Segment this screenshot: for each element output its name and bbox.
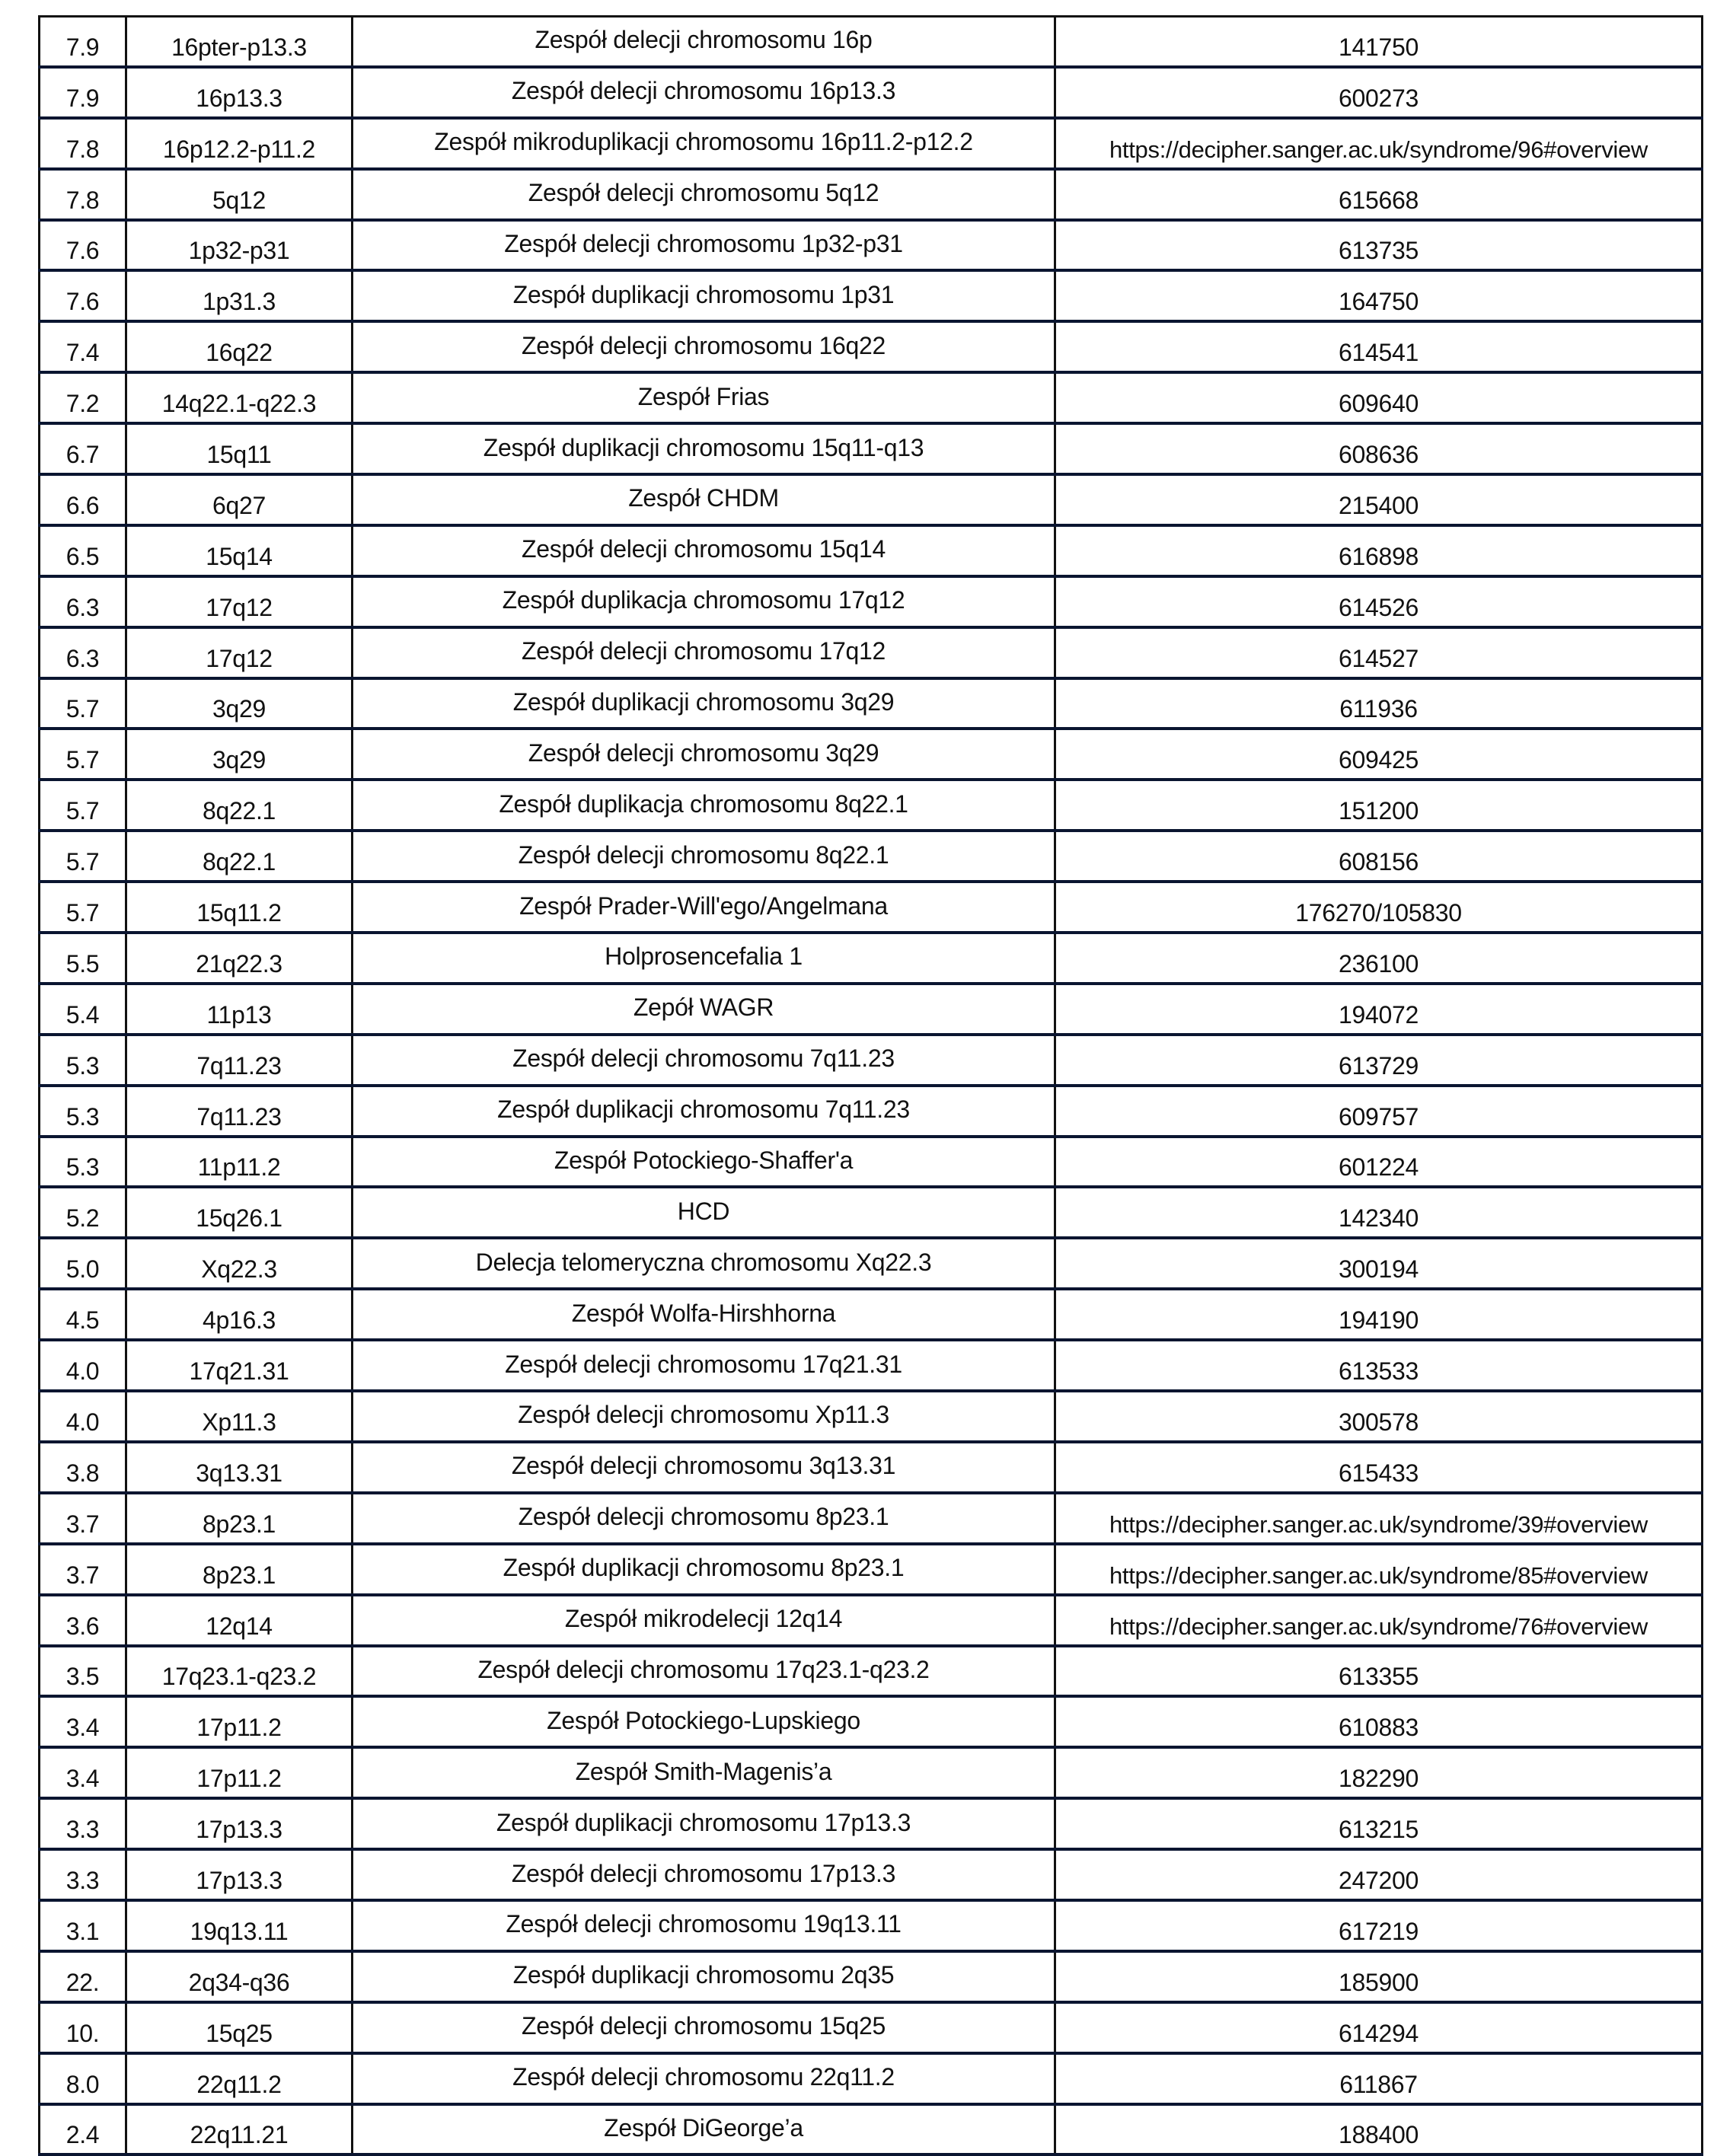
syndrome-cell: Zespół duplikacji chromosomu 3q29 <box>353 678 1055 729</box>
table-row <box>40 1238 1703 1289</box>
table-row <box>40 1289 1703 1340</box>
locus-cell: 16q22 <box>126 321 353 372</box>
score-cell: 5.7 <box>40 729 126 780</box>
syndrome-cell: Zespół duplikacji chromosomu 7q11.23 <box>353 1086 1055 1137</box>
locus-cell: 15q11.2 <box>126 882 353 933</box>
score-cell: 5.2 <box>40 1187 126 1238</box>
omim-cell: 611867 <box>1055 2053 1703 2104</box>
omim-cell: 610883 <box>1055 1696 1703 1747</box>
table-row <box>40 321 1703 372</box>
omim-cell: 613215 <box>1055 1798 1703 1849</box>
syndrome-cell: Zespół delecji chromosomu 1p32-p31 <box>353 220 1055 271</box>
omim-cell: 614541 <box>1055 321 1703 372</box>
locus-cell: 7q11.23 <box>126 1035 353 1086</box>
table-row <box>40 882 1703 933</box>
locus-cell: 3q13.31 <box>126 1442 353 1493</box>
omim-cell: 608636 <box>1055 423 1703 474</box>
score-cell: 10. <box>40 2002 126 2053</box>
score-cell: 3.6 <box>40 1595 126 1646</box>
score-cell: 5.7 <box>40 831 126 882</box>
omim-cell: 609425 <box>1055 729 1703 780</box>
table-row <box>40 1900 1703 1951</box>
table-row <box>40 2053 1703 2104</box>
locus-cell: 3q29 <box>126 729 353 780</box>
table-row <box>40 2104 1703 2155</box>
score-cell: 7.9 <box>40 67 126 118</box>
table-row <box>40 1137 1703 1188</box>
score-cell: 2.4 <box>40 2104 126 2155</box>
score-cell: 7.8 <box>40 169 126 220</box>
table-row <box>40 780 1703 831</box>
score-cell: 5.4 <box>40 984 126 1035</box>
locus-cell: 19q13.11 <box>126 1900 353 1951</box>
score-cell: 3.4 <box>40 1747 126 1798</box>
score-cell: 3.3 <box>40 1798 126 1849</box>
table-row <box>40 423 1703 474</box>
score-cell: 5.0 <box>40 1238 126 1289</box>
syndrome-cell: Zespół delecji chromosomu 5q12 <box>353 169 1055 220</box>
score-cell: 6.7 <box>40 423 126 474</box>
omim-cell: 141750 <box>1055 17 1703 67</box>
omim-cell: 176270/105830 <box>1055 882 1703 933</box>
syndrome-cell: Zespół mikroduplikacji chromosomu 16p11.2-p12.2 <box>353 118 1055 169</box>
locus-cell: 8q22.1 <box>126 780 353 831</box>
syndrome-cell: Zespół Smith-Magenis’a <box>353 1747 1055 1798</box>
table-row <box>40 1544 1703 1595</box>
table-row <box>40 678 1703 729</box>
syndrome-cell: Zespół CHDM <box>353 474 1055 525</box>
omim-cell: 601224 <box>1055 1137 1703 1188</box>
syndrome-cell: Zespół delecji chromosomu 17q21.31 <box>353 1340 1055 1391</box>
syndrome-cell: Zespół delecji chromosomu 19q13.11 <box>353 1900 1055 1951</box>
syndrome-cell: Zespół duplikacji chromosomu 17p13.3 <box>353 1798 1055 1849</box>
syndrome-cell: Delecja telomeryczna chromosomu Xq22.3 <box>353 1238 1055 1289</box>
locus-cell: Xq22.3 <box>126 1238 353 1289</box>
locus-cell: 15q25 <box>126 2002 353 2053</box>
table-row <box>40 17 1703 67</box>
syndrome-cell: Zespół delecji chromosomu 15q25 <box>353 2002 1055 2053</box>
score-cell: 7.6 <box>40 270 126 321</box>
omim-cell: 616898 <box>1055 525 1703 576</box>
locus-cell: 17p13.3 <box>126 1849 353 1900</box>
omim-cell: 182290 <box>1055 1747 1703 1798</box>
score-cell: 7.8 <box>40 118 126 169</box>
syndrome-cell: Zespół duplikacja chromosomu 8q22.1 <box>353 780 1055 831</box>
omim-cell: 151200 <box>1055 780 1703 831</box>
table-row <box>40 1391 1703 1442</box>
locus-cell: 11p11.2 <box>126 1137 353 1188</box>
omim-cell: 194072 <box>1055 984 1703 1035</box>
locus-cell: 15q14 <box>126 525 353 576</box>
locus-cell: 21q22.3 <box>126 933 353 984</box>
locus-cell: 17q12 <box>126 576 353 627</box>
omim-cell: https://decipher.sanger.ac.uk/syndrome/76#overview <box>1055 1595 1703 1646</box>
syndrome-cell: Zespół duplikacji chromosomu 8p23.1 <box>353 1544 1055 1595</box>
table-row <box>40 1595 1703 1646</box>
score-cell: 5.3 <box>40 1137 126 1188</box>
table-row <box>40 372 1703 423</box>
syndrome-cell: Zespół delecji chromosomu 22q11.2 <box>353 2053 1055 2104</box>
omim-cell: 615668 <box>1055 169 1703 220</box>
score-cell: 3.8 <box>40 1442 126 1493</box>
score-cell: 3.5 <box>40 1646 126 1697</box>
locus-cell: 17q12 <box>126 627 353 678</box>
omim-cell: 613735 <box>1055 220 1703 271</box>
omim-cell: 608156 <box>1055 831 1703 882</box>
syndrome-cell: Zespół delecji chromosomu 17q12 <box>353 627 1055 678</box>
locus-cell: 17q23.1-q23.2 <box>126 1646 353 1697</box>
omim-cell: https://decipher.sanger.ac.uk/syndrome/96#overview <box>1055 118 1703 169</box>
syndrome-cell: Zespół delecji chromosomu 16p13.3 <box>353 67 1055 118</box>
score-cell: 3.4 <box>40 1696 126 1747</box>
locus-cell: 7q11.23 <box>126 1086 353 1137</box>
table-row <box>40 1340 1703 1391</box>
omim-cell: 614294 <box>1055 2002 1703 2053</box>
syndrome-cell: Zespół duplikacja chromosomu 17q12 <box>353 576 1055 627</box>
syndrome-cell: Zespół DiGeorge’a <box>353 2104 1055 2155</box>
syndrome-cell: Zespół Prader-Will'ego/Angelmana <box>353 882 1055 933</box>
locus-cell: 6q27 <box>126 474 353 525</box>
omim-cell: 613729 <box>1055 1035 1703 1086</box>
table-row <box>40 67 1703 118</box>
score-cell: 5.7 <box>40 882 126 933</box>
omim-cell: 617219 <box>1055 1900 1703 1951</box>
table-row <box>40 1442 1703 1493</box>
score-cell: 22. <box>40 1951 126 2002</box>
omim-cell: 236100 <box>1055 933 1703 984</box>
syndrome-cell: Zespół delecji chromosomu 16q22 <box>353 321 1055 372</box>
omim-cell: 300578 <box>1055 1391 1703 1442</box>
score-cell: 7.6 <box>40 220 126 271</box>
locus-cell: 1p32-p31 <box>126 220 353 271</box>
score-cell: 6.6 <box>40 474 126 525</box>
syndrome-cell: Zespół duplikacji chromosomu 1p31 <box>353 270 1055 321</box>
syndrome-cell: Zespół delecji chromosomu 3q29 <box>353 729 1055 780</box>
locus-cell: 15q11 <box>126 423 353 474</box>
score-cell: 4.0 <box>40 1340 126 1391</box>
table-row <box>40 2002 1703 2053</box>
omim-cell: 188400 <box>1055 2104 1703 2155</box>
omim-cell: 247200 <box>1055 1849 1703 1900</box>
locus-cell: 8p23.1 <box>126 1544 353 1595</box>
score-cell: 5.3 <box>40 1035 126 1086</box>
omim-cell: 194190 <box>1055 1289 1703 1340</box>
syndrome-cell: Zespół mikrodelecji 12q14 <box>353 1595 1055 1646</box>
table-row <box>40 831 1703 882</box>
table-row <box>40 933 1703 984</box>
syndrome-cell: Zespół delecji chromosomu 17q23.1-q23.2 <box>353 1646 1055 1697</box>
table-row <box>40 1696 1703 1747</box>
syndrome-cell: HCD <box>353 1187 1055 1238</box>
table-row <box>40 984 1703 1035</box>
omim-cell: 215400 <box>1055 474 1703 525</box>
syndrome-cell: Zespół Potockiego-Shaffer'a <box>353 1137 1055 1188</box>
syndrome-cell: Zespół Frias <box>353 372 1055 423</box>
table-row <box>40 1646 1703 1697</box>
omim-cell: https://decipher.sanger.ac.uk/syndrome/39#overview <box>1055 1493 1703 1544</box>
score-cell: 3.1 <box>40 1900 126 1951</box>
syndrome-cell: Zespół delecji chromosomu 17p13.3 <box>353 1849 1055 1900</box>
locus-cell: 1p31.3 <box>126 270 353 321</box>
locus-cell: 8p23.1 <box>126 1493 353 1544</box>
locus-cell: Xp11.3 <box>126 1391 353 1442</box>
locus-cell: 11p13 <box>126 984 353 1035</box>
locus-cell: 22q11.21 <box>126 2104 353 2155</box>
score-cell: 3.7 <box>40 1493 126 1544</box>
locus-cell: 16p13.3 <box>126 67 353 118</box>
table-row <box>40 474 1703 525</box>
score-cell: 5.5 <box>40 933 126 984</box>
syndrome-table <box>38 15 1703 2156</box>
table-row <box>40 1951 1703 2002</box>
syndrome-cell: Zepół WAGR <box>353 984 1055 1035</box>
omim-cell: 611936 <box>1055 678 1703 729</box>
score-cell: 7.4 <box>40 321 126 372</box>
table-row <box>40 118 1703 169</box>
score-cell: 7.9 <box>40 17 126 67</box>
score-cell: 5.3 <box>40 1086 126 1137</box>
score-cell: 6.3 <box>40 576 126 627</box>
table-row <box>40 1035 1703 1086</box>
table-row <box>40 1187 1703 1238</box>
table-row <box>40 1747 1703 1798</box>
locus-cell: 15q26.1 <box>126 1187 353 1238</box>
syndrome-cell: Zespół duplikacji chromosomu 15q11-q13 <box>353 423 1055 474</box>
table-row <box>40 169 1703 220</box>
syndrome-cell: Holprosencefalia 1 <box>353 933 1055 984</box>
omim-cell: 142340 <box>1055 1187 1703 1238</box>
omim-cell: 609640 <box>1055 372 1703 423</box>
locus-cell: 5q12 <box>126 169 353 220</box>
syndrome-cell: Zespół Potockiego-Lupskiego <box>353 1696 1055 1747</box>
syndrome-cell: Zespół delecji chromosomu 8p23.1 <box>353 1493 1055 1544</box>
table-row <box>40 525 1703 576</box>
omim-cell: 613533 <box>1055 1340 1703 1391</box>
locus-cell: 16pter-p13.3 <box>126 17 353 67</box>
omim-cell: 614526 <box>1055 576 1703 627</box>
table-row <box>40 270 1703 321</box>
table-row <box>40 1798 1703 1849</box>
score-cell: 3.3 <box>40 1849 126 1900</box>
table-row <box>40 576 1703 627</box>
locus-cell: 2q34-q36 <box>126 1951 353 2002</box>
table-row <box>40 220 1703 271</box>
syndrome-cell: Zespół delecji chromosomu 15q14 <box>353 525 1055 576</box>
syndrome-cell: Zespół delecji chromosomu Xp11.3 <box>353 1391 1055 1442</box>
table-row <box>40 1086 1703 1137</box>
locus-cell: 17q21.31 <box>126 1340 353 1391</box>
score-cell: 7.2 <box>40 372 126 423</box>
score-cell: 5.7 <box>40 678 126 729</box>
score-cell: 5.7 <box>40 780 126 831</box>
table-row <box>40 1493 1703 1544</box>
locus-cell: 17p11.2 <box>126 1696 353 1747</box>
table-body <box>40 17 1703 2155</box>
score-cell: 6.5 <box>40 525 126 576</box>
omim-cell: 300194 <box>1055 1238 1703 1289</box>
table-row <box>40 627 1703 678</box>
syndrome-cell: Zespół delecji chromosomu 3q13.31 <box>353 1442 1055 1493</box>
syndrome-cell: Zespół Wolfa-Hirshhorna <box>353 1289 1055 1340</box>
omim-cell: 185900 <box>1055 1951 1703 2002</box>
score-cell: 3.7 <box>40 1544 126 1595</box>
locus-cell: 3q29 <box>126 678 353 729</box>
locus-cell: 17p13.3 <box>126 1798 353 1849</box>
locus-cell: 14q22.1-q22.3 <box>126 372 353 423</box>
syndrome-cell: Zespół delecji chromosomu 16p <box>353 17 1055 67</box>
locus-cell: 17p11.2 <box>126 1747 353 1798</box>
locus-cell: 16p12.2-p11.2 <box>126 118 353 169</box>
score-cell: 6.3 <box>40 627 126 678</box>
locus-cell: 8q22.1 <box>126 831 353 882</box>
score-cell: 4.0 <box>40 1391 126 1442</box>
omim-cell: 615433 <box>1055 1442 1703 1493</box>
omim-cell: 614527 <box>1055 627 1703 678</box>
table-row <box>40 729 1703 780</box>
score-cell: 4.5 <box>40 1289 126 1340</box>
omim-cell: 613355 <box>1055 1646 1703 1697</box>
syndrome-cell: Zespół duplikacji chromosomu 2q35 <box>353 1951 1055 2002</box>
omim-cell: 600273 <box>1055 67 1703 118</box>
score-cell: 8.0 <box>40 2053 126 2104</box>
locus-cell: 12q14 <box>126 1595 353 1646</box>
syndrome-cell: Zespół delecji chromosomu 8q22.1 <box>353 831 1055 882</box>
omim-cell: https://decipher.sanger.ac.uk/syndrome/85#overview <box>1055 1544 1703 1595</box>
omim-cell: 609757 <box>1055 1086 1703 1137</box>
locus-cell: 4p16.3 <box>126 1289 353 1340</box>
locus-cell: 22q11.2 <box>126 2053 353 2104</box>
table-row <box>40 1849 1703 1900</box>
omim-cell: 164750 <box>1055 270 1703 321</box>
syndrome-cell: Zespół delecji chromosomu 7q11.23 <box>353 1035 1055 1086</box>
